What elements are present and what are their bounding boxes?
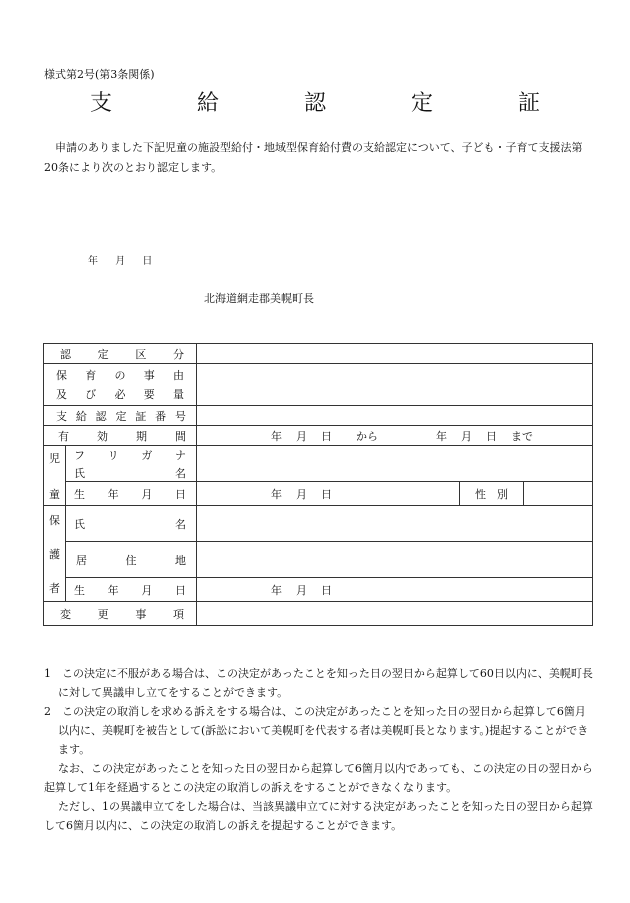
- child-name-label: フ リ ガ ナ 氏 名: [66, 446, 197, 482]
- intro-paragraph: 申請のありました下記児童の施設型給付・地域型保育給付費の支給認定について、子ども・子育て支援法第20条により次のとおり認定します。: [44, 141, 583, 174]
- title-char: 給: [196, 91, 219, 116]
- child-birth-label: 生 年 月 日: [66, 482, 197, 506]
- date-day: 日: [142, 256, 154, 267]
- certification-category-value[interactable]: [197, 344, 593, 364]
- table-row: [44, 506, 593, 542]
- change-items-label: 変 更 事 項: [44, 602, 197, 626]
- certificate-number-label: 支 給 認 定 証 番 号: [44, 406, 197, 426]
- table-row: [44, 364, 593, 406]
- certification-category-label: 認 定 区 分: [44, 344, 197, 364]
- certificate-table: [43, 343, 593, 626]
- table-row: [44, 602, 593, 626]
- gender-value[interactable]: [524, 482, 593, 506]
- gender-label: 性 別: [460, 482, 524, 506]
- title-char: 支: [90, 91, 113, 116]
- title-char: 証: [517, 91, 540, 116]
- title-char: 認: [303, 91, 326, 116]
- change-items-value[interactable]: [197, 602, 593, 626]
- care-reason-value[interactable]: [197, 364, 593, 406]
- child-name-value[interactable]: [197, 446, 593, 482]
- child-birth-value[interactable]: 年 月 日: [197, 482, 460, 506]
- title-char: 定: [410, 91, 433, 116]
- note-1: 1 この決定に不服がある場合は、この決定があったことを知った日の翌日から起算して60日以内に、美幌町長に対して異議申し立てをすることができます。: [44, 667, 593, 699]
- table-row: [44, 446, 593, 482]
- table-row: [44, 344, 593, 364]
- validity-period-label: 有 効 期 間: [44, 426, 197, 446]
- guardian-group-label: 保 護 者: [44, 506, 66, 602]
- validity-period-value[interactable]: 年 月 日 から 年 月 日 まで: [197, 426, 593, 446]
- document-title: [90, 86, 540, 116]
- date-year: 年: [88, 256, 99, 267]
- notes-section: [44, 664, 594, 835]
- certificate-number-value[interactable]: [197, 406, 593, 426]
- care-reason-label: 保 育 の 事 由 及 び 必 要 量: [44, 364, 197, 406]
- guardian-address-value[interactable]: [197, 542, 593, 578]
- table-row: [44, 406, 593, 426]
- guardian-address-label: 居 住 地: [66, 542, 197, 578]
- guardian-name-value[interactable]: [197, 506, 593, 542]
- issue-date: [88, 252, 165, 267]
- note-4: ただし、1の異議申立てをした場合は、当該異議申立てに対する決定があったことを知った日の翌日から起算して6箇月以内に、この決定の取消しの訴えを提起することができます。: [44, 800, 593, 832]
- table-row: [44, 542, 593, 578]
- note-2: 2 この決定の取消しを求める訴えをする場合は、この決定があったことを知った日の翌日から起算して6箇月以内に、美幌町を被告として(訴訟において美幌町を代表する者は美幌町長となります。)提起することができます。: [44, 705, 589, 756]
- table-row: [44, 482, 593, 506]
- issuer-name: 北海道網走郡美幌町長: [204, 292, 314, 305]
- guardian-birth-value[interactable]: 年 月 日: [197, 578, 593, 602]
- table-row: [44, 426, 593, 446]
- note-3: なお、この決定があったことを知った日の翌日から起算して6箇月以内であっても、この決定の日の翌日から起算して1年を経過するとこの決定の取消しの訴えをすることができなくなります。: [44, 762, 593, 794]
- table-row: [44, 578, 593, 602]
- form-number: 様式第2号(第3条関係): [44, 68, 155, 81]
- guardian-birth-label: 生 年 月 日: [66, 578, 197, 602]
- child-group-label: 児 童: [44, 446, 66, 506]
- guardian-name-label: 氏 名: [66, 506, 197, 542]
- date-month: 月: [115, 256, 127, 267]
